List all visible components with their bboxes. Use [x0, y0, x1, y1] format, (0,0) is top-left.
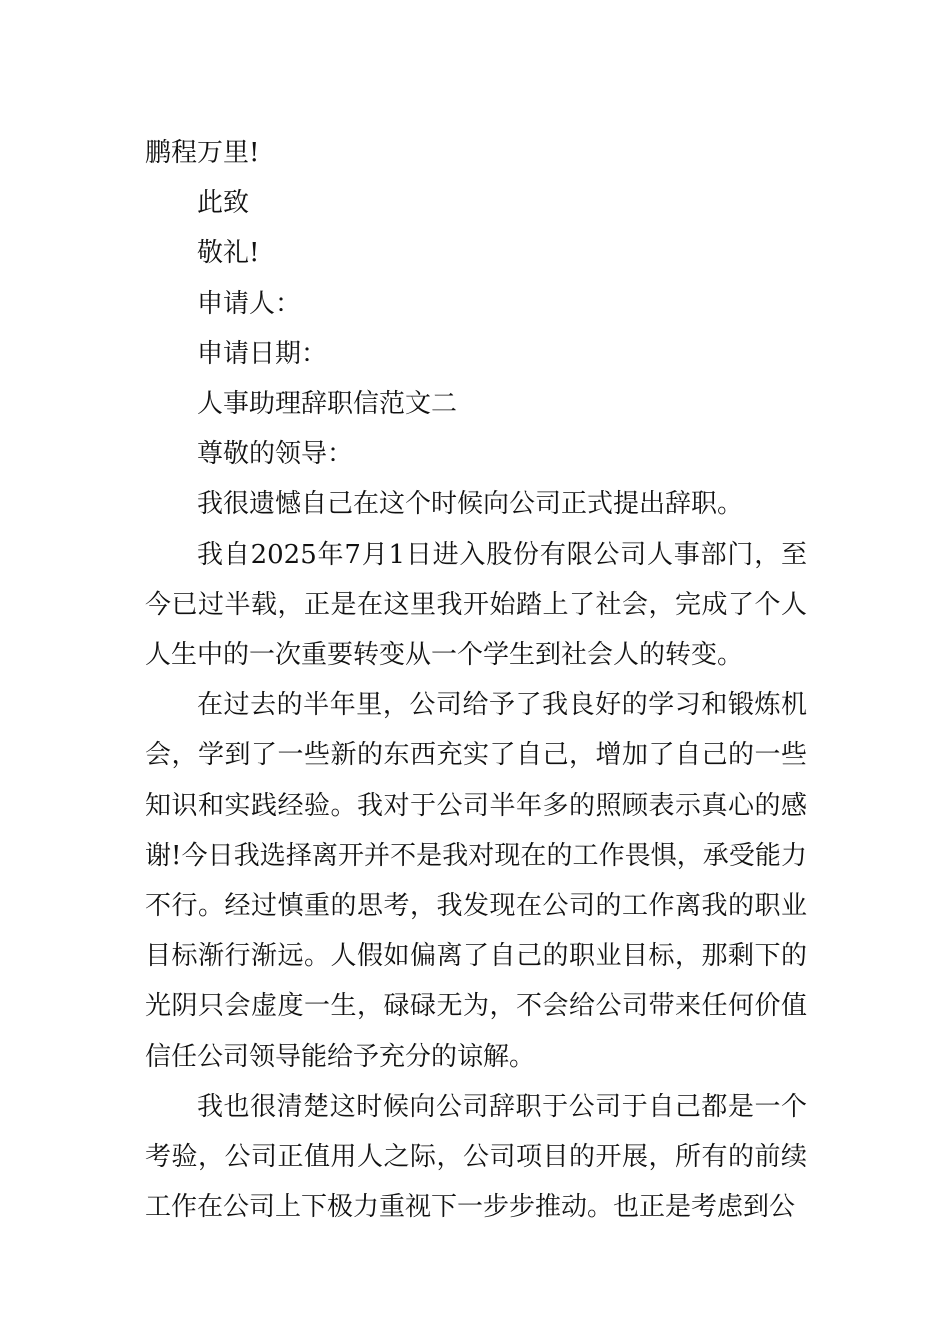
salutation-closing: 此致 — [197, 188, 250, 219]
paragraph: 我自2025年7月1日进入股份有限公司人事部门，至今已过半载，正是在这里我开始踏上了社会，完成了个人人生中的一次重要转变从一个学生到社会人的转变。 — [145, 539, 807, 671]
section-heading: 人事助理辞职信范文二 — [197, 389, 458, 420]
application-date-label: 申请日期： — [197, 338, 328, 369]
applicant-label: 申请人： — [197, 288, 302, 319]
salutation-regards: 敬礼! — [197, 238, 260, 269]
paragraph: 我也很清楚这时候向公司辞职于公司于自己都是一个考验，公司正值用人之际，公司项目的开展，所有的前续工作在公司上下极力重视下一步步推动。也正是考虑到公 — [145, 1091, 807, 1223]
paragraph: 我很遗憾自己在这个时候向公司正式提出辞职。 — [197, 489, 744, 520]
greeting: 尊敬的领导： — [197, 439, 354, 470]
letter-body — [145, 128, 807, 1232]
paragraph: 在过去的半年里，公司给予了我良好的学习和锻炼机会，学到了一些新的东西充实了自己，增加了自己的一些知识和实践经验。我对于公司半年多的照顾表示真心的感谢!今日我选择离开并不是我对现在的工作畏惧，承受能力不行。经过慎重的思考，我发现在公司的工作离我的职业目标渐行渐远。人假如偏离了自己的职业目标，那剩下的光阴只会虚度一生，碌碌无为，不会给公司带来任何价值信任公司领导能给予充分的谅解。 — [145, 690, 807, 1072]
closing-line: 鹏程万里! — [145, 138, 260, 168]
